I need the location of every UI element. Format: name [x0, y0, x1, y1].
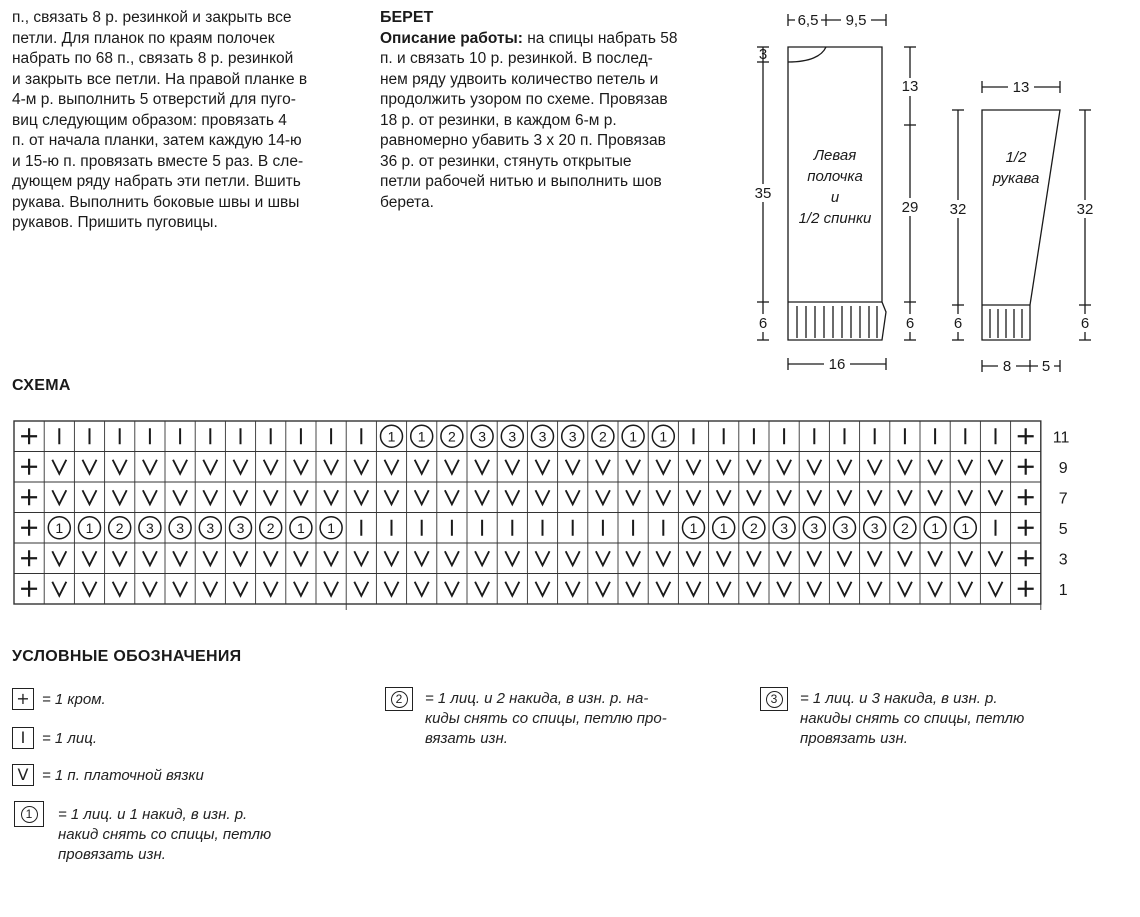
chart-cell — [294, 582, 308, 596]
chart-cell — [445, 490, 459, 504]
svg-text:3: 3 — [206, 519, 215, 536]
chart-cell — [234, 551, 248, 565]
circle-one-symbol-icon: 1 — [14, 801, 44, 827]
chart-cell — [52, 490, 66, 504]
chart-cell — [536, 551, 550, 565]
chart-cell — [803, 517, 825, 539]
chart-cell — [21, 459, 37, 475]
chart-cell — [928, 582, 942, 596]
chart-cell — [777, 460, 791, 474]
beret-line: 18 р. от резинки, в каждом 6-м р. — [380, 111, 617, 129]
chart-cell — [21, 581, 37, 597]
chart-cell — [199, 517, 221, 539]
svg-text:1: 1 — [327, 519, 335, 536]
chart-cell — [717, 490, 731, 504]
dim-sleeve-right: 32 — [1076, 201, 1094, 218]
chart-cell — [807, 490, 821, 504]
chart-cell — [143, 460, 157, 474]
chart-cell — [203, 551, 217, 565]
dim-front-rib-right: 6 — [905, 315, 915, 332]
chart-cell — [868, 582, 882, 596]
chart-cell — [928, 460, 942, 474]
chart-cell — [324, 490, 338, 504]
left-text-line: рукавов. Пришить пуговицы. — [12, 214, 218, 231]
chart-cell — [838, 582, 852, 596]
chart-cell — [777, 582, 791, 596]
chart-cell — [471, 425, 493, 447]
chart-cell — [898, 490, 912, 504]
chart-cell — [656, 582, 670, 596]
beret-lead: Описание работы: — [380, 29, 523, 47]
svg-text:3: 3 — [870, 519, 879, 536]
chart-cell — [173, 460, 187, 474]
chart-cell — [687, 582, 701, 596]
svg-text:1: 1 — [689, 519, 698, 536]
chart-cell — [898, 582, 912, 596]
svg-text:3: 3 — [176, 519, 184, 536]
svg-text:3: 3 — [538, 428, 547, 445]
chart-cell — [264, 582, 278, 596]
chart-cell — [143, 490, 157, 504]
chart-cell — [566, 490, 580, 504]
dim-front-top-b: 9,5 — [845, 12, 867, 29]
chart-cell — [1018, 459, 1034, 475]
chart-cell — [320, 517, 342, 539]
chart-cell — [294, 490, 308, 504]
chart-cell — [807, 582, 821, 596]
legend-text: = 1 п. платочной вязки — [42, 767, 204, 784]
chart-cell — [747, 460, 761, 474]
chart-cell — [475, 490, 489, 504]
chart-cell — [505, 582, 519, 596]
chart-cell — [52, 582, 66, 596]
chart-cell — [52, 460, 66, 474]
beret-line: п. и связать 10 р. резинкой. В послед- — [380, 50, 653, 67]
chart-cell — [113, 582, 127, 596]
chart-cell — [592, 425, 614, 447]
legend-text: = 1 лиц. — [42, 730, 97, 747]
chart-cell — [234, 582, 248, 596]
svg-text:1: 1 — [387, 428, 396, 445]
svg-text:3: 3 — [780, 519, 788, 536]
chart-cell — [834, 517, 856, 539]
chart-cell — [687, 490, 701, 504]
dim-front-top-a: 6,5 — [797, 12, 819, 29]
row-number-label: 3 — [1058, 551, 1068, 569]
chart-cell — [113, 551, 127, 565]
chart-cell — [958, 460, 972, 474]
svg-text:1: 1 — [931, 519, 939, 536]
chart-cell — [622, 425, 644, 447]
chart-cell — [958, 551, 972, 565]
chart-cell — [143, 582, 157, 596]
chart-cell — [83, 582, 97, 596]
chart-cell — [505, 551, 519, 565]
chart-cell — [747, 551, 761, 565]
dim-sleeve-rib-right: 6 — [1080, 315, 1090, 332]
row-number-label: 5 — [1058, 520, 1068, 538]
chart-cell — [445, 582, 459, 596]
chart-cell — [747, 582, 761, 596]
chart-cell — [501, 425, 523, 447]
chart-cell — [264, 551, 278, 565]
svg-text:1: 1 — [55, 519, 64, 536]
chart-cell — [894, 517, 916, 539]
chart-cell — [596, 490, 610, 504]
dim-sleeve-bottom-b: 5 — [1041, 358, 1051, 375]
chart-cell — [83, 460, 97, 474]
chart-cell — [113, 460, 127, 474]
svg-text:3: 3 — [508, 428, 517, 445]
chart-cell — [139, 517, 161, 539]
chart-cell — [260, 517, 282, 539]
legend-text: = 1 лиц. и 3 накида, в изн. р. накиды снять со спицы, петлю провязать изн. — [800, 690, 1025, 747]
chart-cell — [864, 517, 886, 539]
chart-cell — [717, 582, 731, 596]
chart-cell — [838, 460, 852, 474]
chart-cell — [1018, 428, 1034, 444]
chart-cell — [683, 517, 705, 539]
svg-text:1: 1 — [659, 428, 668, 445]
dim-front-right-mid: 29 — [901, 199, 919, 216]
svg-text:2: 2 — [448, 428, 456, 445]
left-text-line: виц следующим образом: провязать 4 — [12, 111, 287, 129]
chart-cell — [113, 490, 127, 504]
front-label: полочка — [807, 168, 863, 185]
chart-cell — [505, 460, 519, 474]
svg-text:1: 1 — [417, 428, 426, 445]
legend-title: УСЛОВНЫЕ ОБОЗНАЧЕНИЯ — [12, 648, 242, 665]
chart-cell — [415, 551, 429, 565]
chart-cell — [989, 551, 1003, 565]
svg-text:2: 2 — [750, 519, 758, 536]
dim-sleeve-rib-left: 6 — [953, 315, 963, 332]
chart-cell — [79, 517, 101, 539]
chart-cell — [415, 460, 429, 474]
plus-symbol-icon: + — [12, 688, 34, 710]
chart-cell — [536, 582, 550, 596]
chart-cell — [536, 490, 550, 504]
chart-cell — [354, 551, 368, 565]
svg-text:1: 1 — [629, 428, 637, 445]
dim-sleeve-bottom-a: 8 — [1002, 358, 1012, 375]
chart-cell — [743, 517, 765, 539]
chart-cell — [230, 517, 252, 539]
chart-cell — [48, 517, 70, 539]
chart-cell — [868, 490, 882, 504]
legend-text: = 1 кром. — [42, 691, 106, 708]
chart-cell — [1018, 581, 1034, 597]
chart-cell — [173, 490, 187, 504]
chart-cell — [536, 460, 550, 474]
left-text-line: п. от начала планки, затем каждую 14-ю — [12, 132, 302, 149]
front-label: Левая — [813, 147, 857, 164]
chart-cell — [109, 517, 131, 539]
chart-cell — [1018, 550, 1034, 566]
svg-text:2: 2 — [599, 428, 607, 445]
chart-cell — [324, 551, 338, 565]
chart-cell — [777, 490, 791, 504]
chart-cell — [21, 489, 37, 505]
chart-cell — [898, 551, 912, 565]
svg-text:1: 1 — [85, 519, 94, 536]
chart-cell — [596, 551, 610, 565]
svg-text:2: 2 — [901, 519, 909, 536]
chart-cell — [264, 460, 278, 474]
chart-cell — [1018, 489, 1034, 505]
chart-cell — [713, 517, 735, 539]
chart-cell — [532, 425, 554, 447]
chart-cell — [717, 551, 731, 565]
chart-cell — [234, 460, 248, 474]
circle-two-symbol-icon: 2 — [385, 687, 413, 711]
chart-cell — [21, 550, 37, 566]
schema-title: СХЕМА — [12, 377, 71, 394]
chart-cell — [324, 460, 338, 474]
chart-cell — [747, 490, 761, 504]
chart-cell — [924, 517, 946, 539]
svg-text:3: 3 — [810, 519, 819, 536]
svg-text:1: 1 — [961, 519, 970, 536]
chart-cell — [354, 490, 368, 504]
svg-text:1: 1 — [719, 519, 728, 536]
chart-cell — [656, 490, 670, 504]
left-text-line: п., связать 8 р. резинкой и закрыть все — [12, 9, 292, 26]
chart-cell — [203, 460, 217, 474]
left-text-line: петли. Для планок по краям полочек — [12, 29, 275, 47]
chart-cell — [385, 551, 399, 565]
svg-text:1: 1 — [297, 519, 305, 536]
beret-line: нем ряду удвоить количество петель и — [380, 70, 659, 88]
chart-cell — [169, 517, 191, 539]
chart-cell — [83, 490, 97, 504]
chart-cell — [596, 582, 610, 596]
chart-cell — [445, 460, 459, 474]
v-symbol-icon: V — [12, 764, 34, 786]
chart-cell — [21, 520, 37, 536]
chart-cell — [898, 460, 912, 474]
beret-line: 36 р. от резинки, стянуть открытые — [380, 152, 632, 170]
beret-first: на спицы набрать 58 — [522, 29, 678, 47]
chart-cell — [385, 490, 399, 504]
circle-three-symbol-icon: 3 — [760, 687, 788, 711]
chart-cell — [441, 425, 463, 447]
legend-text: = 1 лиц. и 1 накид, в изн. р. накид снять со спицы, петлю провязать изн. — [58, 806, 272, 863]
chart-cell — [954, 517, 976, 539]
row-number-label: 7 — [1058, 490, 1068, 508]
chart-cell — [264, 490, 278, 504]
chart-cell — [566, 582, 580, 596]
chart-cell — [21, 428, 37, 444]
sleeve-label: 1/2 — [1005, 149, 1027, 166]
chart-cell — [173, 582, 187, 596]
row-number-label: 11 — [1052, 429, 1070, 447]
chart-cell — [475, 460, 489, 474]
chart-cell — [958, 490, 972, 504]
chart-cell — [687, 460, 701, 474]
left-text-line: рукава. Выполнить боковые швы и швы — [12, 193, 300, 211]
chart-cell — [475, 582, 489, 596]
chart-cell — [626, 490, 640, 504]
beret-line: продолжить узором по схеме. Провязав — [380, 91, 668, 108]
chart-cell — [989, 582, 1003, 596]
chart-cell — [989, 490, 1003, 504]
row-number-label: 9 — [1058, 459, 1068, 477]
chart-cell — [626, 460, 640, 474]
chart-cell — [52, 551, 66, 565]
chart-cell — [989, 460, 1003, 474]
chart-cell — [445, 551, 459, 565]
chart-cell — [626, 551, 640, 565]
chart-cell — [415, 490, 429, 504]
chart-cell — [566, 551, 580, 565]
knit-line-symbol-icon: I — [12, 727, 34, 749]
chart-cell — [807, 551, 821, 565]
chart-cell — [143, 551, 157, 565]
chart-cell — [717, 460, 731, 474]
svg-text:2: 2 — [115, 519, 124, 536]
beret-title: БЕРЕТ — [380, 9, 434, 26]
chart-cell — [1018, 520, 1034, 536]
row-number-label: 1 — [1058, 581, 1068, 599]
chart-cell — [294, 460, 308, 474]
chart-cell — [868, 460, 882, 474]
left-text-line: и закрыть все петли. На правой планке в — [12, 70, 308, 88]
chart-cell — [290, 517, 312, 539]
chart-cell — [324, 582, 338, 596]
chart-cell — [294, 551, 308, 565]
svg-text:2: 2 — [266, 519, 275, 536]
chart-cell — [596, 460, 610, 474]
chart-cell — [838, 551, 852, 565]
svg-text:3: 3 — [236, 519, 245, 536]
chart-cell — [687, 551, 701, 565]
chart-cell — [354, 582, 368, 596]
left-text-line: 4-м р. выполнить 5 отверстий для пуго- — [12, 91, 296, 108]
chart-cell — [656, 551, 670, 565]
sleeve-label: рукава — [992, 170, 1040, 187]
chart-cell — [958, 582, 972, 596]
chart-cell — [928, 490, 942, 504]
beret-line: равномерно убавить 3 х 20 п. Провязав — [380, 132, 666, 149]
beret-line: петли рабочей нитью и выполнить шов — [380, 173, 662, 190]
chart-cell — [234, 490, 248, 504]
chart-cell — [656, 460, 670, 474]
dim-sleeve-top: 13 — [1012, 79, 1030, 96]
chart-cell — [566, 460, 580, 474]
chart-cell — [203, 582, 217, 596]
chart-cell — [928, 551, 942, 565]
svg-text:3: 3 — [146, 519, 154, 536]
chart-cell — [354, 460, 368, 474]
dim-front-neck: 3 — [758, 46, 768, 63]
dim-front-right-top: 13 — [901, 78, 919, 95]
dim-front-left-total: 35 — [754, 185, 772, 202]
dim-front-bottom: 16 — [828, 356, 846, 373]
chart-cell — [505, 490, 519, 504]
chart-cell — [773, 517, 795, 539]
front-label: 1/2 спинки — [798, 210, 872, 227]
chart-cell — [173, 551, 187, 565]
chart-cell — [415, 582, 429, 596]
chart-cell — [203, 490, 217, 504]
chart-cell — [777, 551, 791, 565]
left-text-line: набрать по 68 п., связать 8 р. резинкой — [12, 50, 294, 67]
chart-cell — [381, 425, 403, 447]
svg-text:3: 3 — [840, 519, 849, 536]
dim-sleeve-left: 32 — [949, 201, 967, 218]
legend-text: = 1 лиц. и 2 накида, в изн. р. на- киды снять со спицы, петлю про- вязать изн. — [425, 690, 667, 747]
svg-text:3: 3 — [478, 428, 486, 445]
chart-cell — [838, 490, 852, 504]
chart-cell — [562, 425, 584, 447]
chart-cell — [807, 460, 821, 474]
chart-cell — [868, 551, 882, 565]
chart-cell — [626, 582, 640, 596]
chart-cell — [411, 425, 433, 447]
chart-cell — [385, 460, 399, 474]
svg-text:3: 3 — [568, 428, 577, 445]
chart-cell — [385, 582, 399, 596]
left-text-line: и 15-ю п. провязать вместе 5 раз. В сле- — [12, 152, 304, 170]
front-label: и — [830, 189, 840, 206]
chart-cell — [83, 551, 97, 565]
chart-cell — [475, 551, 489, 565]
left-text-line: дующем ряду набрать эти петли. Вшить — [12, 173, 301, 190]
chart-cell — [652, 425, 674, 447]
dim-front-rib-left: 6 — [758, 315, 768, 332]
beret-line: берета. — [380, 193, 434, 211]
